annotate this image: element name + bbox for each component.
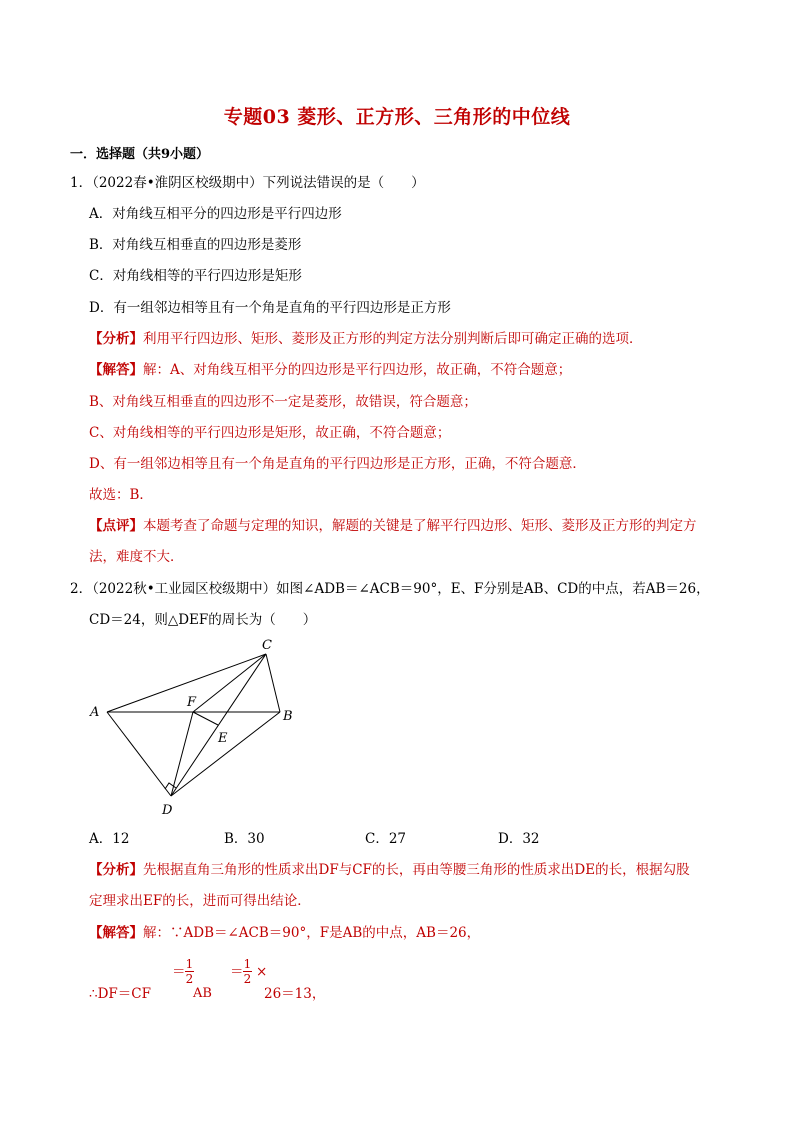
q1-option-c: C．对角线相等的平行四边形是矩形 [89,268,302,284]
section-heading: 一．选择题（共9小题） [70,147,210,162]
segment-df [171,712,193,796]
q2-stem-line-1: 2．（2022秋•工业园区校级期中）如图∠ADB＝∠ACB＝90°，E、F分别是AB、CD的中点，若AB＝26， [70,581,710,597]
q2-analysis [89,861,690,879]
q2-solution [89,924,480,942]
label-c: C [262,638,272,653]
fraction-2-numerator: 1 [243,957,252,971]
fraction-1-denominator: 2 [185,972,194,986]
fraction-half-1 [185,958,194,985]
segment-cb [266,654,280,712]
q2-option-c: C．27 [365,831,407,847]
q1-option-a: A．对角线互相平分的四边形是平行四边形 [89,206,342,222]
label-a: A [90,705,100,720]
q2-solution-tag: 【解答】 [89,925,143,941]
q1-solution [89,361,571,379]
q1-comment-line-1: 本题考查了命题与定理的知识，解题的关键是了解平行四边形、矩形、菱形及正方形的判定方 [143,518,697,534]
q1-choice: 故选：B． [89,487,153,503]
formula-ab: AB [193,986,212,1001]
q1-solution-line-1: 解：A、对角线互相平分的四边形是平行四边形，故正确，不符合题意； [143,362,572,378]
q1-comment [89,517,697,535]
q1-analysis-text: 利用平行四边形、矩形、菱形及正方形的判定方法分别判断后即可确定正确的选项． [143,331,643,347]
q2-option-a: A．12 [89,831,130,847]
q2-geometry-figure [80,638,320,823]
segment-fc [193,654,266,712]
label-f: F [187,695,197,710]
q1-solution-line-3: C、对角线相等的平行四边形是矩形，故正确，不符合题意； [89,425,451,441]
fraction-1-numerator: 1 [185,957,194,971]
q2-stem-line-2: CD＝24，则△DEF的周长为（ ） [89,612,317,628]
fraction-half-2 [243,958,252,985]
page-title: 专题03 菱形、正方形、三角形的中位线 [223,106,571,128]
segment-ad [107,712,171,796]
q1-stem: 1．（2022春•淮阴区校级期中）下列说法错误的是（ ） [70,175,425,191]
q1-solution-line-2: B、对角线互相垂直的四边形不一定是菱形，故错误，符合题意； [89,394,477,410]
label-b: B [283,709,293,724]
q2-option-b: B．30 [224,831,265,847]
formula-eq-1: ＝ [172,964,186,980]
q2-solution-line-1: 解：∵ADB＝∠ACB＝90°，F是AB的中点，AB＝26， [143,925,481,941]
q2-option-d: D．32 [498,831,540,847]
segment-db [171,712,280,796]
formula-eq-2: ＝ [230,964,244,980]
formula-lhs: ∴DF＝CF [89,986,151,1002]
q2-analysis-line-2: 定理求出EF的长，进而可得出结论． [89,893,311,909]
q2-analysis-line-1: 先根据直角三角形的性质求出DF与CF的长，再由等腰三角形的性质求出DE的长，根据勾股 [143,862,690,878]
q1-option-d: D．有一组邻边相等且有一个角是直角的平行四边形是正方形 [89,300,451,316]
label-e: E [218,731,228,746]
q1-analysis [89,330,643,348]
fraction-2-denominator: 2 [243,972,252,986]
q1-solution-tag: 【解答】 [89,362,143,378]
formula-tail: 26＝13， [264,986,326,1002]
q1-option-b: B．对角线互相垂直的四边形是菱形 [89,237,302,253]
q2-analysis-tag: 【分析】 [89,862,143,878]
label-d: D [162,803,173,818]
q1-comment-tag: 【点评】 [89,518,143,534]
q1-analysis-tag: 【分析】 [89,331,143,347]
segment-fe [193,712,218,725]
q1-comment-line-2: 法，难度不大． [89,549,184,565]
segment-dc [171,654,266,796]
formula-times: × [256,964,268,980]
q1-solution-line-4: D、有一组邻边相等且有一个角是直角的平行四边形是正方形，正确，不符合题意． [89,456,586,472]
